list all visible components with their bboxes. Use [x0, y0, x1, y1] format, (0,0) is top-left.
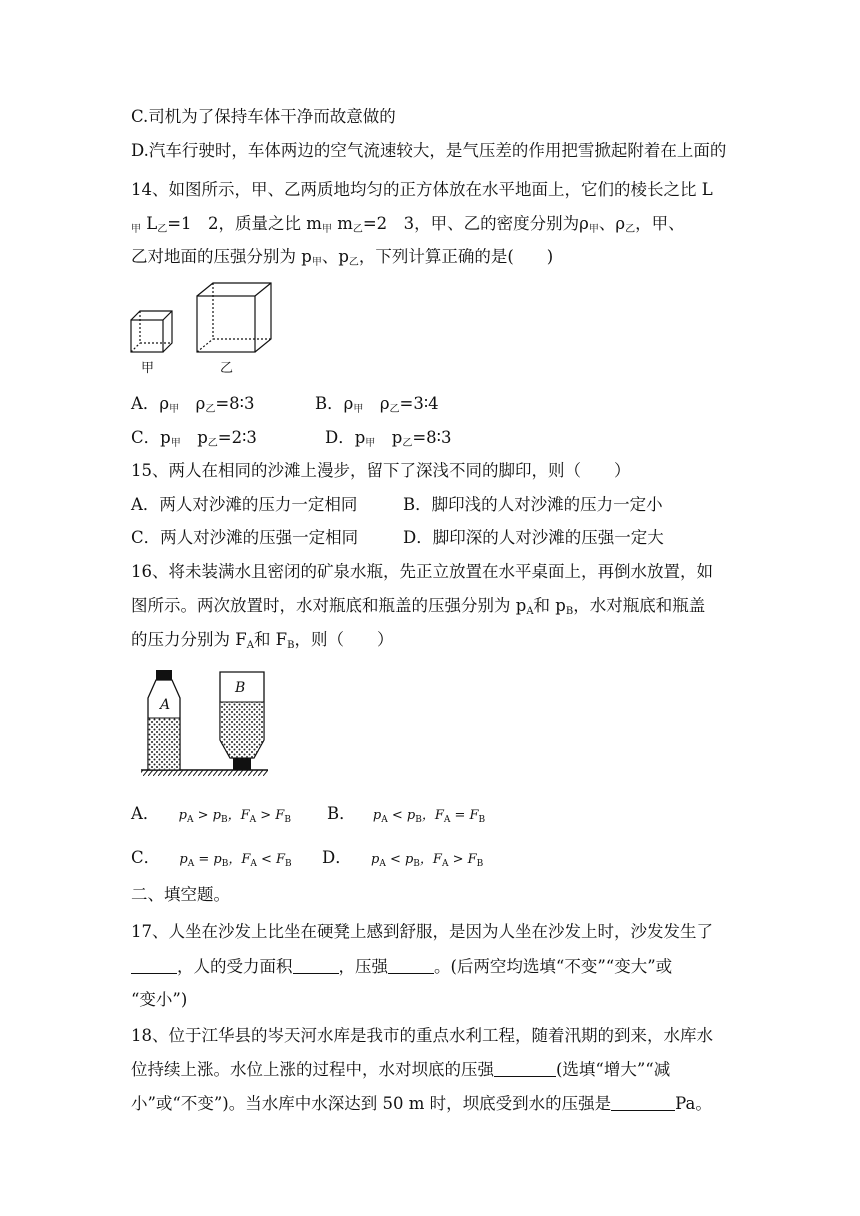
- cube-jia: [131, 311, 172, 352]
- q14-option-c: C．$p_甲$ $p_乙=2∶3$: [131, 428, 257, 449]
- q17-line2: ，人的受力面积 ，压强 。(后两空均选填“不变”“变大”或: [131, 955, 672, 979]
- q15-option-c: C．两人对沙滩的压强一定相同: [131, 528, 359, 547]
- q16-stem-line1: 16、将未装满水且密闭的矿泉水瓶，先正立放置在水平桌面上，再倒水放置，如: [131, 562, 713, 581]
- q17-line1: 17、人坐在沙发上比坐在硬凳上感到舒服，是因为人坐在沙发上时，沙发发生了: [131, 922, 713, 941]
- q18-blank-1[interactable]: [494, 1060, 556, 1077]
- q17-blank-2[interactable]: [293, 957, 339, 974]
- bottle-a: [148, 670, 180, 770]
- q13-option-d: D.汽车行驶时，车体两边的空气流速较大，是气压差的作用把雪掀起附着在上面的: [131, 141, 727, 160]
- q17-blank-1[interactable]: [131, 957, 177, 974]
- q16-option-c: C． $p_A = p_B$，$F_A < F_B$: [131, 848, 292, 869]
- q16-option-d: D． $p_A < p_B$，$F_A > F_B$: [322, 848, 484, 869]
- formula-a: $p_A > p_B$，$F_A > F_B$: [178, 808, 291, 825]
- q18-line2: 位持续上涨。水位上涨的过程中，水对坝底的压强 (选填“增大”“减: [131, 1060, 671, 1079]
- section-title: 二、填空题。: [131, 885, 230, 904]
- q15-option-d: D．脚印深的人对沙滩的压强一定大: [403, 528, 664, 547]
- formula-d: $p_A < p_B$，$F_A > F_B$: [370, 852, 484, 869]
- q14-option-a: A．$\rho_甲$ $\rho_乙=8∶3$: [131, 394, 255, 415]
- q16-option-b: B． $p_A < p_B$，$F_A = F_B$: [327, 804, 486, 825]
- q18-line3: 小”或“不变”)。当水库中水深达到 50 m 时，坝底受到水的压强是 Pa。: [131, 1094, 712, 1113]
- fig-label-yi: 乙: [220, 361, 234, 376]
- q17-line3: “变小”): [131, 990, 188, 1009]
- q15-option-b: B．脚印浅的人对沙滩的压力一定小: [403, 495, 663, 514]
- q13-option-c: C.司机为了保持车体干净而故意做的: [131, 107, 396, 126]
- q18-blank-2[interactable]: [611, 1094, 675, 1111]
- fig-label-jia: 甲: [141, 361, 155, 376]
- bottles-figure: [138, 668, 273, 778]
- ground-hatch: [141, 770, 268, 776]
- sub-jia: 甲: [131, 224, 141, 235]
- formula-b: $p_A < p_B$，$F_A = F_B$: [372, 808, 486, 825]
- q17-blank-3[interactable]: [388, 957, 434, 974]
- q14-stem-line3: 乙对地面的压强分别为 $p_甲$、$p_乙$，下列计算正确的是( ): [131, 247, 554, 268]
- q14-stem-line1: 14、如图所示，甲、乙两质地均匀的正方体放在水平地面上，它们的棱长之比 L: [131, 180, 713, 199]
- q14-option-d: D．$p_甲$ $p_乙=8∶3$: [325, 428, 452, 449]
- q14-stem-line2: $_甲$ $L_乙=1$ 2，质量之比 $m_甲$ $m_乙=2$ 3，甲、乙的密度分别为$\rho_甲$、$\rho_乙$，甲、: [131, 214, 685, 235]
- q16-stem-line2: 图所示。两次放置时，水对瓶底和瓶盖的压强分别为 $p_A$和 $p_B$，水对瓶底和瓶盖: [131, 596, 706, 617]
- q16-option-a: A． $p_A > p_B$，$F_A > F_B$: [131, 804, 291, 825]
- q14-option-b: B．$\rho_甲$ $\rho_乙=3∶4$: [315, 394, 439, 415]
- bottle-b-label: B: [235, 680, 246, 696]
- cube-yi: [197, 283, 271, 352]
- q16-stem-line3: 的压力分别为 $F_A$和 $F_B$，则（ ）: [131, 630, 394, 651]
- bottle-a-label: A: [160, 697, 171, 713]
- q15-stem: 15、两人在相同的沙滩上漫步，留下了深浅不同的脚印，则（ ）: [131, 461, 631, 480]
- q15-option-a: A．两人对沙滩的压力一定相同: [131, 495, 358, 514]
- q18-line1: 18、位于江华县的岑天河水库是我市的重点水利工程，随着汛期的到来，水库水: [131, 1026, 713, 1045]
- formula-c: $p_A = p_B$，$F_A < F_B$: [179, 852, 292, 869]
